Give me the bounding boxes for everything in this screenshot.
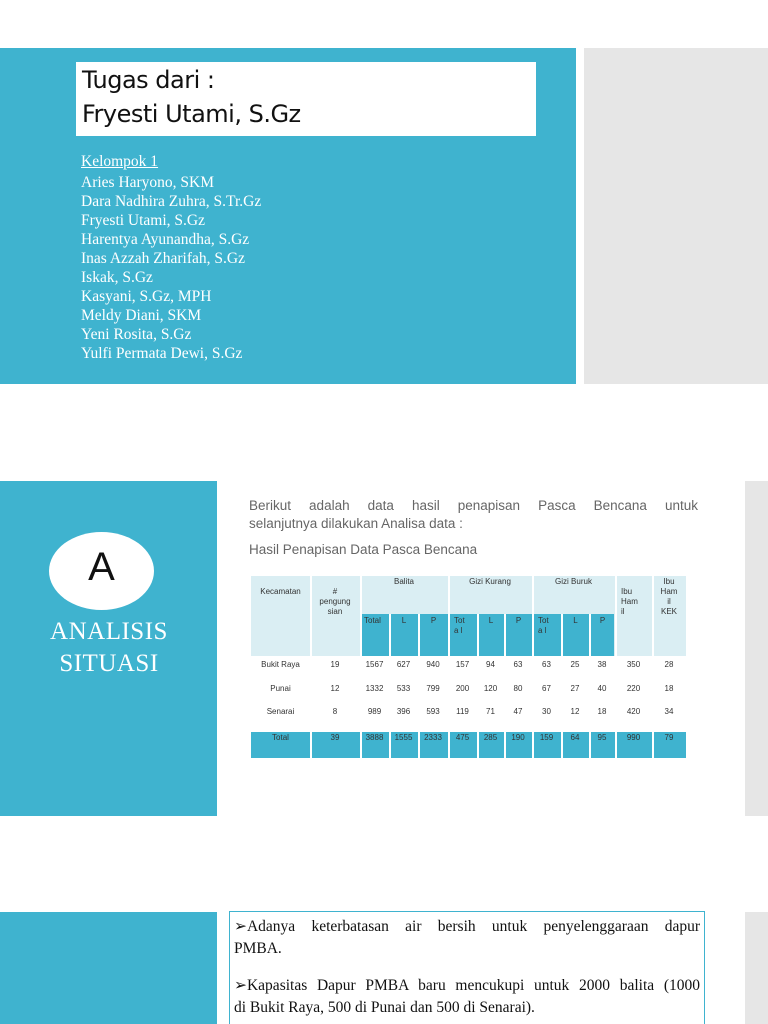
subheader-gb-l: L	[573, 616, 578, 625]
header-gizi-kurang: Gizi Kurang	[469, 577, 511, 586]
total-cell: 64	[570, 733, 580, 742]
table-cell: 989	[367, 707, 382, 716]
header-ibu-hamil: Ibu Ham il	[621, 587, 638, 616]
bullet-line: PMBA.	[234, 939, 282, 957]
subheader-gk-p: P	[515, 616, 522, 625]
slide2-side-panel	[745, 481, 768, 816]
header-kecamatan: Kecamatan	[260, 587, 301, 596]
table-cell: 38	[597, 660, 607, 669]
subheader-gk-total: Tot a l	[454, 616, 465, 635]
member-name: Dara Nadhira Zuhra, S.Tr.Gz	[81, 193, 262, 210]
subheader-balita-total: Total	[364, 616, 381, 625]
intro-line: selanjutnya dilakukan Analisa data :	[249, 516, 463, 531]
table-cell: 27	[570, 684, 580, 693]
table-cell: 1332	[365, 684, 384, 693]
subheader-balita-p: P	[430, 616, 437, 625]
table-cell: 71	[486, 707, 495, 716]
total-cell: Total	[272, 733, 289, 742]
table-cell: Bukit Raya	[261, 660, 300, 669]
table-cell: 12	[330, 684, 340, 693]
table-cell: 47	[513, 707, 523, 716]
header-balita: Balita	[393, 577, 414, 586]
table-cell: 40	[597, 684, 607, 693]
slide1-side-panel	[584, 48, 768, 384]
table-cell: 30	[542, 707, 551, 716]
table-cell: 120	[483, 684, 498, 693]
total-cell: 39	[330, 733, 340, 742]
table-cell: 940	[426, 660, 440, 669]
table-cell: 220	[626, 684, 641, 693]
header-pengungsian: # pengung sian	[319, 587, 351, 616]
table-cell: 34	[664, 707, 674, 716]
intro-line: Berikut adalah data hasil penapisan Pasca Bencana untuk	[249, 498, 698, 513]
table-cell: 94	[486, 660, 495, 669]
table-cell: Senarai	[266, 707, 295, 716]
subheader-gk-l: L	[488, 616, 494, 625]
section-heading-line1: ANALISIS	[50, 618, 168, 645]
table-cell: 19	[330, 660, 340, 669]
slide3-panel	[0, 912, 217, 1024]
subheader-gb-p: P	[599, 616, 606, 625]
table-cell: 63	[542, 660, 551, 669]
bullet-line: ➢Adanya keterbatasan air bersih untuk penyelenggaraan dapur	[234, 918, 700, 935]
total-cell: 2333	[424, 733, 442, 742]
total-cell: 285	[483, 733, 498, 742]
header-ibu-hamil-kek: Ibu Ham il KEK	[660, 577, 678, 616]
table-cell: 420	[626, 707, 641, 716]
section-heading-line2: SITUASI	[59, 650, 159, 677]
table-cell: 8	[332, 707, 338, 716]
slide1-title-line2: Fryesti Utami, S.Gz	[82, 100, 301, 128]
member-name: Iskak, S.Gz	[81, 269, 153, 286]
table-cell: 799	[426, 684, 440, 693]
member-name: Kasyani, S.Gz, MPH	[81, 288, 212, 305]
total-cell: 190	[511, 733, 525, 742]
bullet-item	[234, 975, 700, 1018]
table-cell: 533	[396, 684, 411, 693]
table-cell: 1567	[365, 660, 384, 669]
total-cell: 990	[626, 733, 641, 742]
subheader-gb-total: Tot a l	[538, 616, 549, 635]
member-name: Aries Haryono, SKM	[81, 174, 215, 191]
slide3-side-panel	[745, 912, 768, 1024]
table-cell: 28	[664, 660, 674, 669]
table-cell: 627	[396, 660, 411, 669]
table-cell: 63	[513, 660, 523, 669]
member-name: Yulfi Permata Dewi, S.Gz	[81, 345, 243, 362]
table-cell: 18	[597, 707, 607, 716]
total-cell: 3888	[365, 733, 384, 742]
subheader-balita-l: L	[401, 616, 407, 625]
total-cell: 159	[539, 733, 554, 742]
table-cell: 200	[455, 684, 470, 693]
table-cell: 350	[626, 660, 641, 669]
table-cell: 157	[455, 660, 470, 669]
table-title: Hasil Penapisan Data Pasca Bencana	[249, 542, 478, 557]
member-name: Meldy Diani, SKM	[81, 307, 202, 324]
total-cell: 79	[664, 733, 674, 742]
total-cell: 95	[597, 733, 607, 742]
member-name: Harentya Ayunandha, S.Gz	[81, 231, 250, 248]
table-cell: 12	[570, 707, 580, 716]
total-cell: 1555	[394, 733, 413, 742]
member-name: Fryesti Utami, S.Gz	[81, 212, 205, 229]
group-heading: Kelompok 1	[81, 153, 159, 170]
table-cell: 18	[664, 684, 674, 693]
slide2-panel	[0, 481, 217, 816]
header-gizi-buruk: Gizi Buruk	[555, 577, 592, 586]
member-name: Yeni Rosita, S.Gz	[81, 326, 192, 343]
table-cell: 80	[513, 684, 523, 693]
bullet-item	[234, 916, 700, 959]
table-cell: 396	[396, 707, 411, 716]
screening-table	[251, 576, 686, 758]
slide1-title-line1: Tugas dari :	[82, 66, 215, 94]
section-letter: A	[88, 545, 115, 589]
table-cell: Punai	[270, 684, 291, 693]
total-cell: 475	[455, 733, 470, 742]
table-cell: 119	[456, 707, 469, 716]
bullet-line: di Bukit Raya, 500 di Punai dan 500 di Senarai).	[234, 998, 535, 1016]
intro-paragraph	[249, 497, 698, 533]
member-name: Inas Azzah Zharifah, S.Gz	[81, 250, 245, 267]
table-cell: 67	[542, 684, 551, 693]
table-cell: 25	[570, 660, 580, 669]
bullet-line: ➢Kapasitas Dapur PMBA baru mencukupi untuk 2000 balita (1000	[234, 977, 700, 994]
table-cell: 593	[426, 707, 440, 716]
